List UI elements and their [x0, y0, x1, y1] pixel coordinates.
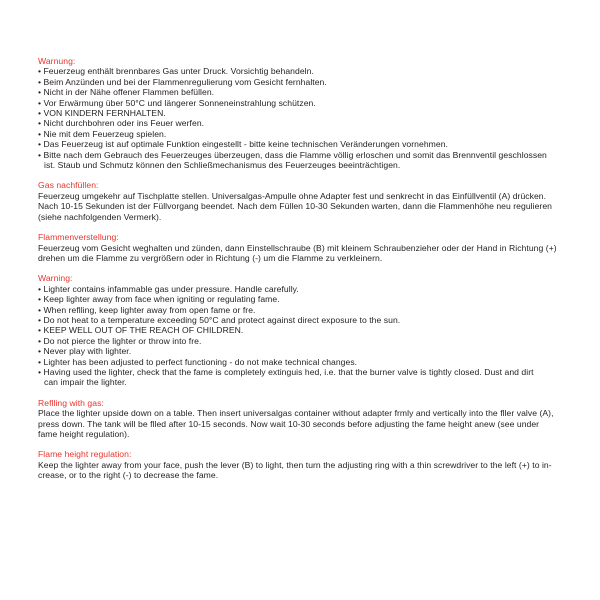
section-flame-height-regulation-en [38, 449, 578, 480]
section-heading: Flame height regulation: [38, 449, 132, 460]
text-line: • Bitte nach dem Gebrauch des Feuerzeuges überzeugen, dass die Flamme völlig erloschen und somit das Brennventil geschlossen [38, 149, 547, 160]
text-line: • Beim Anzünden und bei der Flammenregulierung vom Gesicht fernhalten. [38, 76, 327, 87]
text-line: • Having used the lighter, check that the fame is completely extinguis hed, i.e. that the burner valve is tightly closed. Dust and dirt [38, 366, 534, 377]
text-line: • Nicht in der Nähe offener Flammen befüllen. [38, 87, 215, 98]
text-line: • Das Feuerzeug ist auf optimale Funktion eingestellt - bitte keine technischen Veränderungen vornehmen. [38, 139, 448, 150]
text-line: • Keep lighter away from face when igniting or regulating fame. [38, 294, 280, 305]
text-line: • When reflling, keep lighter away from open fame or fre. [38, 304, 256, 315]
text-line: • Do not heat to a temperature exceeding 50°C and protect against direct exposure to the sun. [38, 314, 401, 325]
text-line: Place the lighter upside down on a table. Then insert universalgas container without adapter frmly and vertically into the fller valve (A), [38, 408, 554, 419]
text-line: Keep the lighter away from your face, push the lever (B) to light, then turn the adjusting ring with a thin screwdriver to the left (+) to in- [38, 459, 552, 470]
text-line: • Lighter contains infammable gas under pressure. Handle carefully. [38, 283, 299, 294]
section-heading: Warning: [38, 273, 73, 284]
text-line: • Lighter has been adjusted to perfect functioning - do not make technical changes. [38, 356, 358, 367]
text-line: • Nie mit dem Feuerzeug spielen. [38, 128, 167, 139]
text-line: drehen um die Flamme zu vergrößern oder in Richtung (-) um die Flamme zu verkleinern. [38, 252, 383, 263]
text-line: Nach 10-15 Sekunden ist der Füllvorgang beendet. Nach dem Füllen 10-30 Sekunden warten, dann die Flammenhöhe neu regulieren [38, 201, 552, 212]
section-warnung-de [38, 56, 578, 170]
section-warning-en [38, 273, 578, 387]
text-line: fame height regulation). [38, 429, 130, 439]
text-line: press down. The tank will be flled after 10-15 seconds. Now wait 10-30 seconds before adjusting the fame height anew (see under [38, 418, 540, 429]
text-line: • Feuerzeug enthält brennbares Gas unter Druck. Vorsichtig behandeln. [38, 66, 314, 77]
text-line: • KEEP WELL OUT OF THE REACH OF CHILDREN. [38, 325, 244, 336]
text-line: • Do not pierce the lighter or throw into fre. [38, 335, 202, 346]
text-line: crease, or to the right (-) to decrease the fame. [38, 470, 219, 481]
section-refilling-with-gas-en [38, 398, 578, 440]
text-line: • VON KINDERN FERNHALTEN. [38, 108, 166, 119]
instruction-sheet [38, 56, 578, 481]
text-line: (siehe nachfolgenden Vermerk). [38, 211, 162, 222]
text-line: • Never play with lighter. [38, 346, 132, 357]
text-line: can impair the lighter. [44, 377, 127, 388]
text-line: • Vor Erwärmung über 50°C und längerer Sonneneinstrahlung schützen. [38, 97, 316, 108]
section-heading: Flammenverstellung: [38, 232, 119, 243]
text-line: Feuerzeug vom Gesicht weghalten und zünden, dann Einstellschraube (B) mit kleinem Schraubenzieher oder der Hand in Richtung (+) [38, 242, 557, 253]
section-gas-nachfuellen-de [38, 180, 578, 222]
text-line: Feuerzeug umgekehr auf Tischplatte stellen. Universalgas-Ampulle ohne Adapter fest und senkrecht in das Einfüllventil (A) drücken. [38, 190, 547, 201]
text-line: • Nicht durchbohren oder ins Feuer werfen. [38, 118, 205, 129]
text-line: ist. Staub und Schmutz können den Schließmechanismus des Feuerzeuges beeinträchtigen. [44, 160, 401, 171]
section-flammenverstellung-de [38, 232, 578, 263]
section-heading: Warnung: [38, 56, 76, 66]
section-heading: Gas nachfüllen: [38, 180, 99, 191]
section-heading: Reflling with gas: [38, 397, 104, 408]
